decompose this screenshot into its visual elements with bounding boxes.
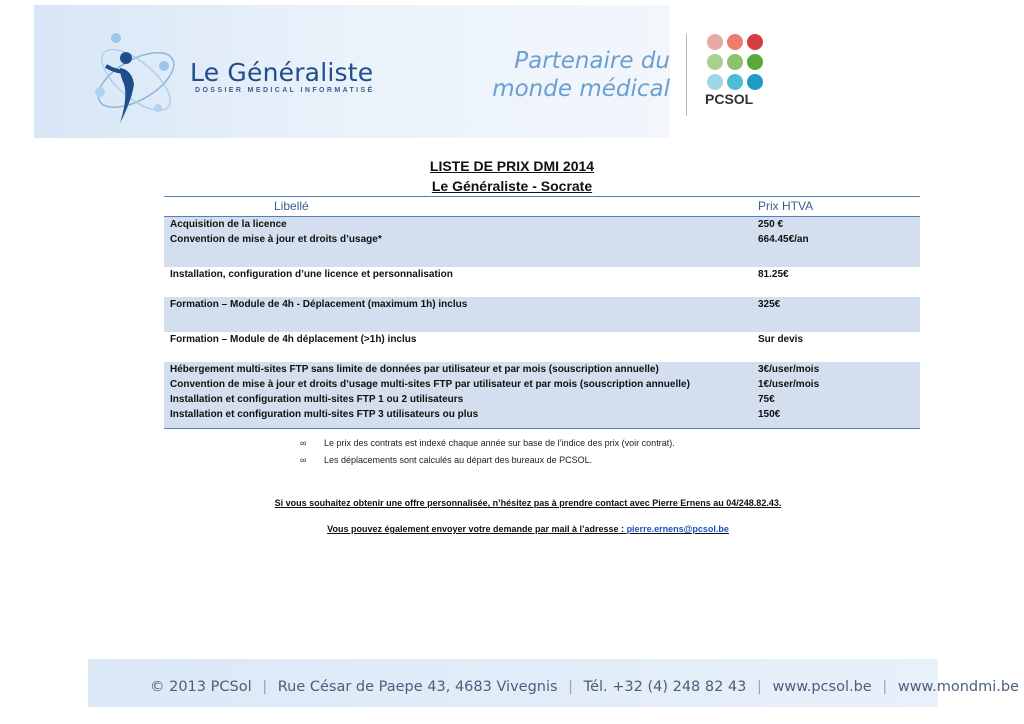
row-price: 3€/user/mois	[758, 364, 820, 375]
row-label: Convention de mise à jour et droits d’usage multi-sites FTP par utilisateur et par mois (souscription annuelle)	[170, 379, 690, 390]
price-table	[164, 196, 920, 429]
row-price: 150€	[758, 409, 781, 420]
row-label: Installation et configuration multi-sites FTP 3 utilisateurs ou plus	[170, 409, 479, 420]
table-row	[164, 267, 920, 282]
note-text: Les déplacements sont calculés au départ des bureaux de PCSOL.	[324, 455, 593, 465]
row-price: 75€	[758, 394, 775, 405]
tagline	[490, 47, 670, 103]
contact-email-link[interactable]: pierre.ernens@pcsol.be	[626, 524, 729, 534]
pcsol-dot	[727, 74, 743, 90]
footer-text	[150, 679, 1019, 695]
row-price: 325€	[758, 299, 781, 310]
table-row-group	[164, 297, 920, 332]
infinity-bullet-icon: ∞	[300, 438, 307, 448]
row-label: Hébergement multi-sites FTP sans limite de données par utilisateur et par mois (souscription annuelle)	[170, 364, 659, 375]
pcsol-logo-dots-icon	[706, 33, 764, 91]
table-row-group	[164, 267, 920, 297]
header-divider	[686, 34, 687, 116]
table-row-group	[164, 362, 920, 428]
note-text: Le prix des contrats est indexé chaque année sur base de l’indice des prix (voir contrat).	[324, 438, 675, 448]
row-price: 1€/user/mois	[758, 379, 820, 390]
pcsol-dot	[747, 34, 763, 50]
footer-address: Rue César de Paepe 43, 4683 Vivegnis	[277, 679, 558, 695]
infinity-bullet-icon: ∞	[300, 455, 307, 465]
table-header	[164, 196, 920, 217]
pcsol-dot	[727, 34, 743, 50]
table-row	[164, 377, 920, 392]
pcsol-dot	[707, 74, 723, 90]
contact-email-text	[0, 524, 1024, 534]
table-row-group	[164, 332, 920, 362]
row-label: Acquisition de la licence	[170, 219, 287, 230]
footer-copyright: © 2013 PCSol	[150, 679, 252, 695]
document-subtitle: Le Généraliste - Socrate	[431, 178, 593, 194]
pcsol-logo-text: PCSOL	[705, 91, 754, 107]
column-header-price: Prix HTVA	[758, 199, 814, 213]
column-header-label: Libellé	[274, 199, 309, 213]
document-title: LISTE DE PRIX DMI 2014	[429, 158, 595, 174]
footer-phone: Tél. +32 (4) 248 82 43	[583, 679, 747, 695]
row-label: Installation et configuration multi-sites FTP 1 ou 2 utilisateurs	[170, 394, 464, 405]
footer-separator: |	[568, 679, 574, 695]
row-label: Formation – Module de 4h déplacement (>1h) inclus	[170, 334, 417, 345]
row-label: Convention de mise à jour et droits d’usage*	[170, 234, 382, 245]
footer-separator: |	[757, 679, 762, 695]
table-row	[164, 297, 920, 312]
table-row-group	[164, 217, 920, 267]
footer-website-pcsol[interactable]: www.pcsol.be	[772, 679, 872, 695]
tagline-line-1: Partenaire du	[514, 48, 670, 74]
table-row	[164, 217, 920, 232]
footer-separator: |	[882, 679, 888, 695]
footer-bar	[88, 659, 1019, 707]
table-row	[164, 232, 920, 247]
footer-separator: |	[262, 679, 268, 695]
pcsol-dot	[727, 54, 743, 70]
table-row	[164, 392, 920, 407]
table-row	[164, 407, 920, 422]
pcsol-dot	[707, 34, 723, 50]
table-body	[164, 217, 920, 429]
brand-name: Le Généraliste	[190, 58, 374, 87]
contact-email-prefix: Vous pouvez également envoyer votre demande par mail à l’adresse :	[327, 524, 627, 534]
row-label: Formation – Module de 4h - Déplacement (maximum 1h) inclus	[170, 299, 468, 310]
row-price: 81.25€	[758, 269, 789, 280]
row-price: 250 €	[758, 219, 784, 230]
footer-website-mondmi[interactable]: www.mondmi.be	[897, 679, 1019, 695]
table-row	[164, 362, 920, 377]
pcsol-dot	[747, 54, 763, 70]
pcsol-dot	[747, 74, 763, 90]
tagline-line-2: monde médical	[492, 76, 670, 102]
contact-phone-text: Si vous souhaitez obtenir une offre personnalisée, n’hésitez pas à prendre contact avec Pierre Ernens au 04/248.82.43.	[274, 498, 782, 508]
le-generaliste-logo-icon	[86, 28, 186, 128]
brand-subtitle: DOSSIER MEDICAL INFORMATISÉ	[195, 87, 375, 94]
row-price: Sur devis	[758, 334, 804, 345]
row-price: 664.45€/an	[758, 234, 809, 245]
pcsol-dot	[707, 54, 723, 70]
table-row	[164, 332, 920, 347]
row-label: Installation, configuration d’une licence et personnalisation	[170, 269, 453, 280]
